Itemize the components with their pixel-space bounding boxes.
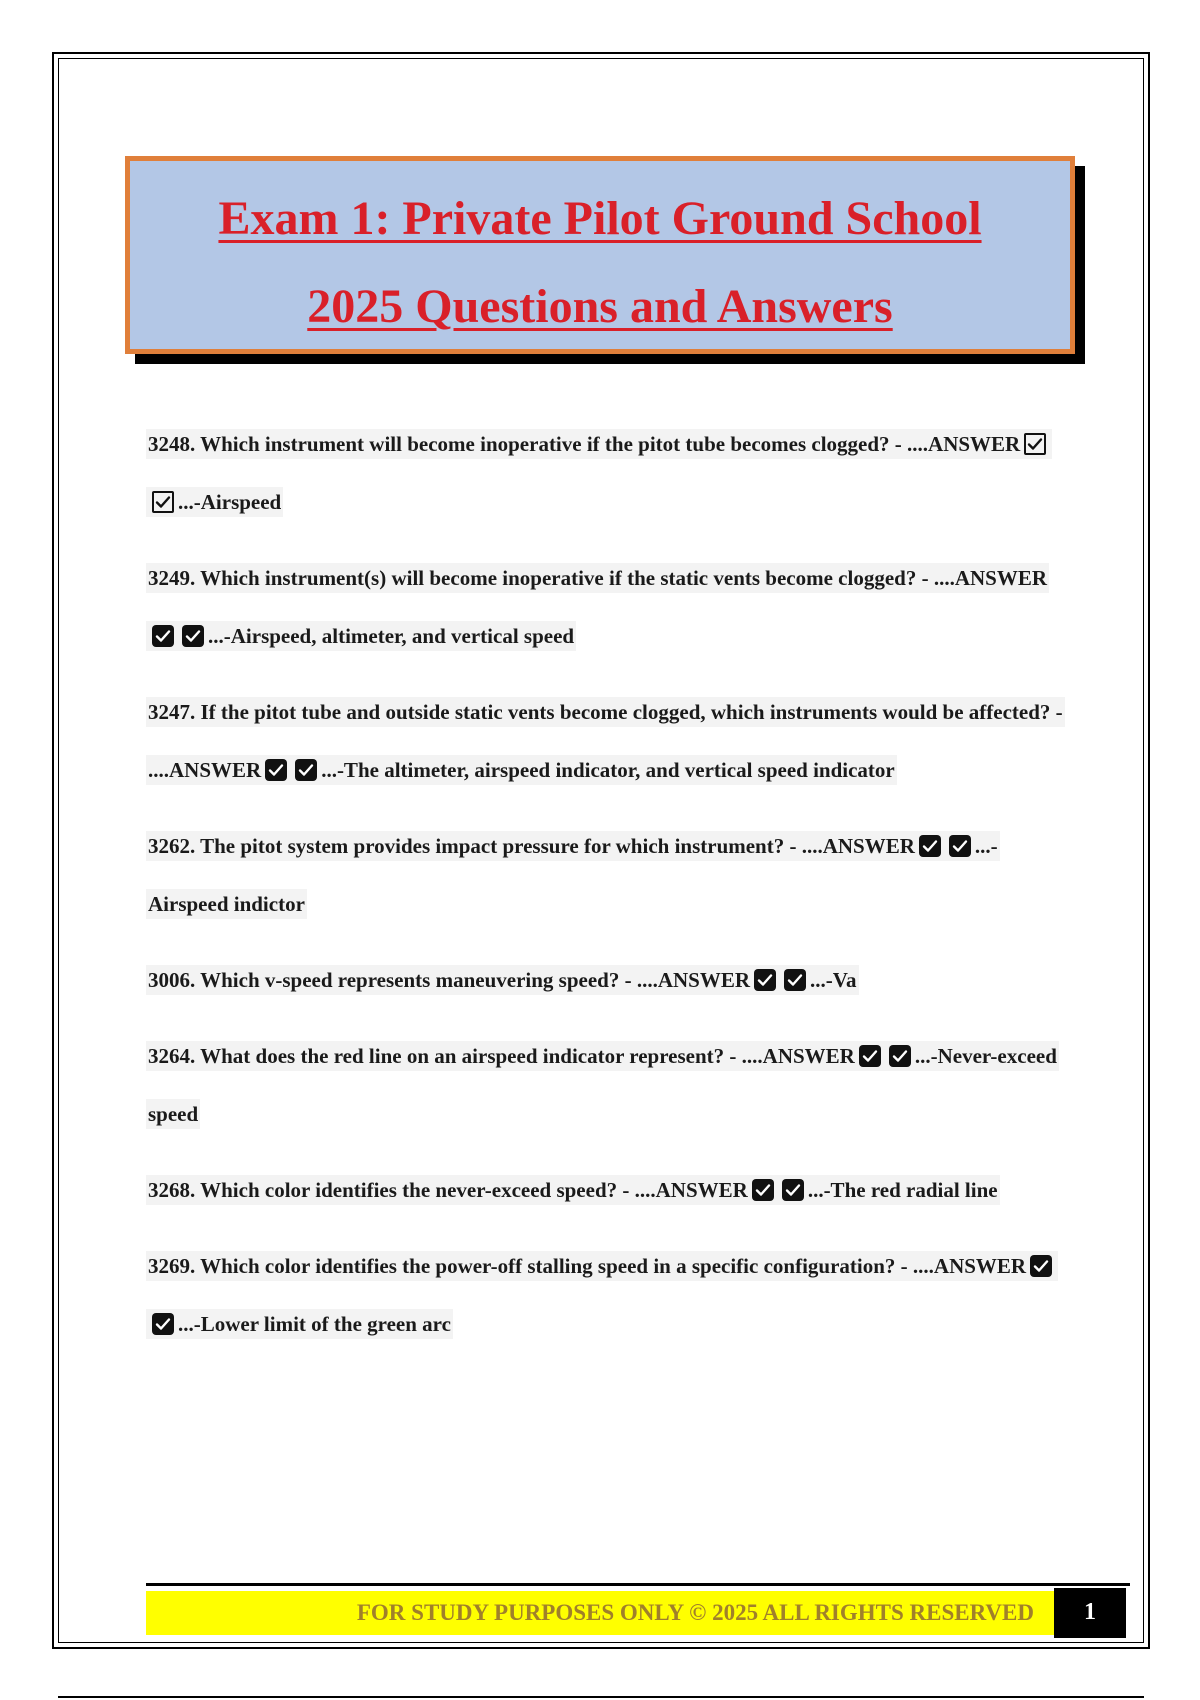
checkmark-icon <box>888 1044 912 1068</box>
qa-text <box>146 1175 1000 1205</box>
question-text: 3248. Which instrument will become inoperative if the pitot tube becomes clogged? - ....ANSWER <box>148 432 1021 456</box>
checkmark-icon <box>948 834 972 858</box>
qa-text <box>146 563 1049 651</box>
qa-item <box>146 683 1076 799</box>
checkmark-icon <box>1029 1254 1053 1278</box>
checkmark-icon <box>918 834 942 858</box>
answer-text: ...-Va <box>810 968 857 992</box>
question-text: 3247. If the pitot tube and outside static vents become clogged, which instruments would be affected? - ....ANSWER <box>148 700 1063 782</box>
answer-text: ...-Lower limit of the green arc <box>178 1312 451 1336</box>
title-banner <box>125 156 1075 354</box>
question-text: 3006. Which v-speed represents maneuvering speed? - ....ANSWER <box>148 968 751 992</box>
question-text: 3269. Which color identifies the power-off stalling speed in a specific configuration? - ....ANSWER <box>148 1254 1027 1278</box>
page-number-label: 1 <box>1084 1599 1096 1625</box>
qa-text <box>146 831 1000 919</box>
title-line-1: Exam 1: Private Pilot Ground School <box>218 192 982 245</box>
footer-notice <box>146 1591 1054 1635</box>
qa-item <box>146 951 1076 1009</box>
checkmark-icon <box>294 758 318 782</box>
qa-text <box>146 1041 1059 1129</box>
qa-text <box>146 697 1065 785</box>
qa-item <box>146 817 1076 933</box>
qa-text <box>146 1251 1058 1339</box>
checkmark-icon <box>151 1312 175 1336</box>
bottom-rule <box>58 1696 1144 1698</box>
qa-text <box>146 429 1052 517</box>
question-text: 3262. The pitot system provides impact pressure for which instrument? - ....ANSWER <box>148 834 915 858</box>
answer-text: ...-Airspeed <box>178 490 282 514</box>
qa-item <box>146 1027 1076 1143</box>
checkmark-icon <box>1023 432 1047 456</box>
qa-item <box>146 549 1076 665</box>
checkmark-icon <box>781 1178 805 1202</box>
footer-rule <box>146 1583 1130 1586</box>
checkmark-icon <box>751 1178 775 1202</box>
question-text: 3268. Which color identifies the never-exceed speed? - ....ANSWER <box>148 1178 748 1202</box>
qa-item <box>146 1161 1076 1219</box>
page-number <box>1054 1588 1126 1638</box>
qa-text <box>146 965 859 995</box>
question-text: 3249. Which instrument(s) will become inoperative if the static vents become clogged? - ....ANSWER <box>148 566 1048 590</box>
footer-text: FOR STUDY PURPOSES ONLY © 2025 ALL RIGHTS RESERVED <box>356 1600 1034 1625</box>
checkmark-icon <box>181 624 205 648</box>
checkmark-icon <box>151 624 175 648</box>
answer-text: ...-Airspeed, altimeter, and vertical speed <box>208 624 575 648</box>
checkmark-icon <box>858 1044 882 1068</box>
answer-text: ...-The red radial line <box>807 1178 998 1202</box>
answer-text: ...-Never-exceed speed <box>148 1044 1057 1126</box>
answer-text: ...-The altimeter, airspeed indicator, and vertical speed indicator <box>321 758 895 782</box>
checkmark-icon <box>783 968 807 992</box>
checkmark-icon <box>753 968 777 992</box>
qa-item <box>146 415 1076 531</box>
title-line-2: 2025 Questions and Answers <box>307 280 893 333</box>
qa-list <box>146 415 1076 1371</box>
checkmark-icon <box>151 490 175 514</box>
checkmark-icon <box>264 758 288 782</box>
question-text: 3264. What does the red line on an airspeed indicator represent? - ....ANSWER <box>148 1044 855 1068</box>
answer-text: ...-Airspeed indictor <box>148 834 998 916</box>
qa-item <box>146 1237 1076 1353</box>
